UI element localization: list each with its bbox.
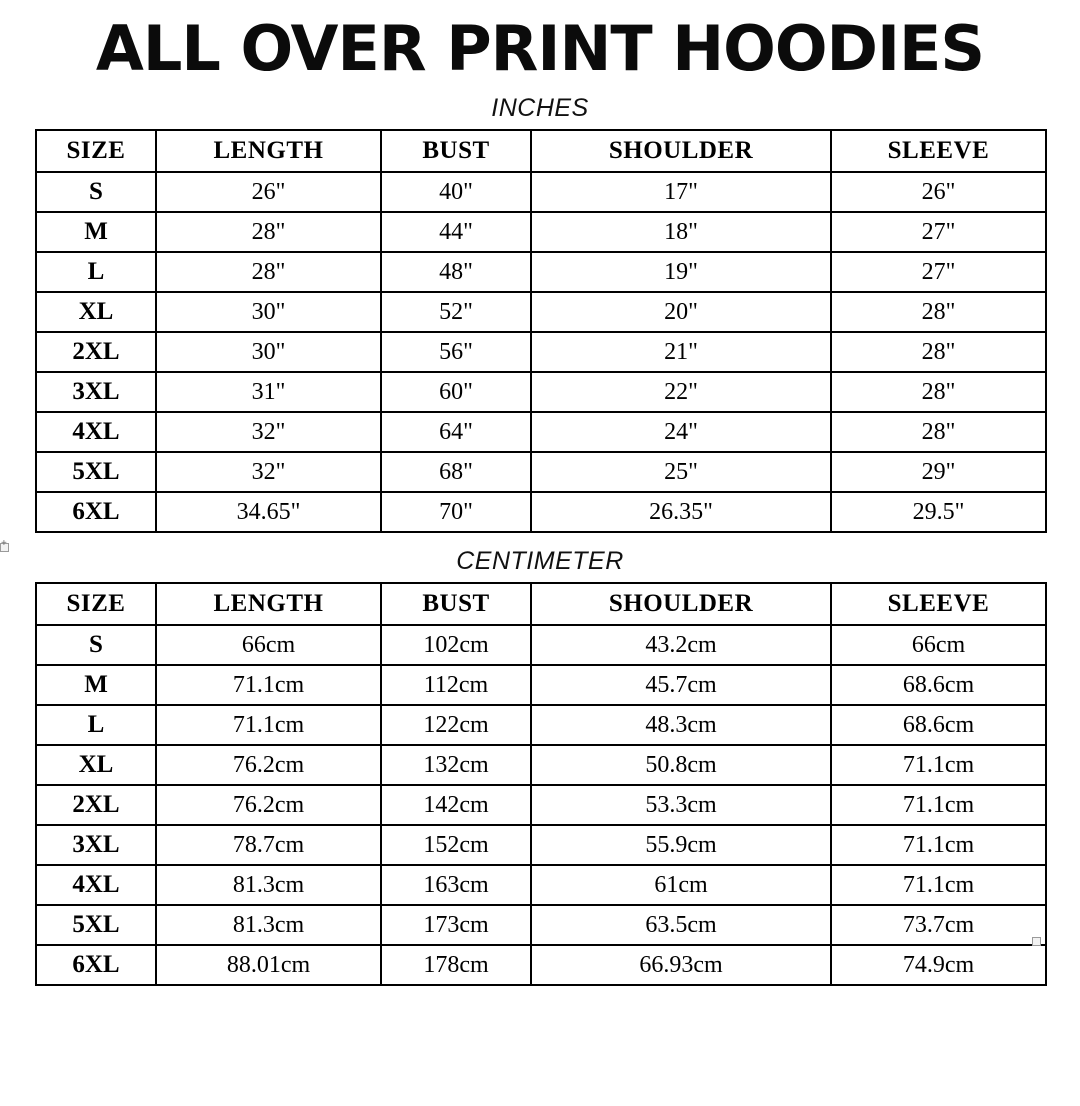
cell-bust: 178cm: [381, 945, 531, 985]
cell-length: 66cm: [156, 625, 381, 665]
cell-length: 26": [156, 172, 381, 212]
cell-bust: 142cm: [381, 785, 531, 825]
column-header-sleeve: SLEEVE: [831, 130, 1046, 172]
cell-sleeve: 71.1cm: [831, 785, 1046, 825]
cell-length: 78.7cm: [156, 825, 381, 865]
cell-sleeve: 29.5": [831, 492, 1046, 532]
table-row: [36, 252, 1046, 292]
table-row: [36, 292, 1046, 332]
cell-bust: 56": [381, 332, 531, 372]
unit-label-inches: INCHES: [491, 94, 589, 122]
cell-shoulder: 20": [531, 292, 831, 332]
cell-length: 32": [156, 412, 381, 452]
cell-length: 71.1cm: [156, 665, 381, 705]
table-row: [36, 172, 1046, 212]
cell-shoulder: 61cm: [531, 865, 831, 905]
column-header-sleeve: SLEEVE: [831, 583, 1046, 625]
size-table-centimeter: [35, 582, 1047, 986]
cell-sleeve: 68.6cm: [831, 705, 1046, 745]
cell-size: XL: [36, 292, 156, 332]
cell-shoulder: 48.3cm: [531, 705, 831, 745]
cell-size: 5XL: [36, 905, 156, 945]
cell-sleeve: 73.7cm: [831, 905, 1046, 945]
column-header-shoulder: SHOULDER: [531, 583, 831, 625]
column-header-length: LENGTH: [156, 130, 381, 172]
cell-bust: 48": [381, 252, 531, 292]
cell-size: L: [36, 252, 156, 292]
cell-shoulder: 18": [531, 212, 831, 252]
cell-bust: 70": [381, 492, 531, 532]
cell-shoulder: 24": [531, 412, 831, 452]
cell-shoulder: 50.8cm: [531, 745, 831, 785]
cell-bust: 68": [381, 452, 531, 492]
cell-length: 30": [156, 292, 381, 332]
cell-bust: 132cm: [381, 745, 531, 785]
cell-size: 2XL: [36, 332, 156, 372]
cell-bust: 64": [381, 412, 531, 452]
cell-bust: 163cm: [381, 865, 531, 905]
cell-sleeve: 71.1cm: [831, 865, 1046, 905]
inches-table-wrap: [35, 129, 1045, 533]
cell-bust: 40": [381, 172, 531, 212]
cell-sleeve: 28": [831, 292, 1046, 332]
cell-sleeve: 28": [831, 332, 1046, 372]
table-row: [36, 452, 1046, 492]
cell-shoulder: 63.5cm: [531, 905, 831, 945]
cell-shoulder: 22": [531, 372, 831, 412]
cell-shoulder: 19": [531, 252, 831, 292]
cell-length: 76.2cm: [156, 785, 381, 825]
centimeter-table-wrap: [35, 582, 1045, 986]
table-row: [36, 412, 1046, 452]
table-row: [36, 492, 1046, 532]
column-header-bust: BUST: [381, 583, 531, 625]
table-row: [36, 705, 1046, 745]
cell-shoulder: 25": [531, 452, 831, 492]
cell-length: 71.1cm: [156, 705, 381, 745]
cell-shoulder: 66.93cm: [531, 945, 831, 985]
cell-length: 81.3cm: [156, 905, 381, 945]
cell-size: 3XL: [36, 825, 156, 865]
column-header-size: SIZE: [36, 583, 156, 625]
cell-shoulder: 45.7cm: [531, 665, 831, 705]
cell-length: 31": [156, 372, 381, 412]
cell-shoulder: 43.2cm: [531, 625, 831, 665]
cell-sleeve: 27": [831, 212, 1046, 252]
table-row: [36, 665, 1046, 705]
cell-sleeve: 26": [831, 172, 1046, 212]
cell-size: 5XL: [36, 452, 156, 492]
cell-size: 6XL: [36, 492, 156, 532]
size-table-inches: [35, 129, 1047, 533]
cell-bust: 44": [381, 212, 531, 252]
cell-size: 4XL: [36, 412, 156, 452]
cell-size: S: [36, 172, 156, 212]
table-row: [36, 825, 1046, 865]
cell-sleeve: 28": [831, 372, 1046, 412]
cell-size: S: [36, 625, 156, 665]
table-row: [36, 945, 1046, 985]
cell-bust: 112cm: [381, 665, 531, 705]
cell-shoulder: 53.3cm: [531, 785, 831, 825]
cell-sleeve: 66cm: [831, 625, 1046, 665]
cell-bust: 152cm: [381, 825, 531, 865]
cell-shoulder: 17": [531, 172, 831, 212]
cell-sleeve: 29": [831, 452, 1046, 492]
table-row: [36, 745, 1046, 785]
cell-length: 88.01cm: [156, 945, 381, 985]
cell-sleeve: 27": [831, 252, 1046, 292]
cell-sleeve: 74.9cm: [831, 945, 1046, 985]
table-row: [36, 372, 1046, 412]
cell-sleeve: 68.6cm: [831, 665, 1046, 705]
cell-sleeve: 28": [831, 412, 1046, 452]
cell-bust: 102cm: [381, 625, 531, 665]
cell-size: M: [36, 665, 156, 705]
cell-size: XL: [36, 745, 156, 785]
cell-shoulder: 26.35": [531, 492, 831, 532]
cell-length: 32": [156, 452, 381, 492]
cell-size: 4XL: [36, 865, 156, 905]
table-row: [36, 332, 1046, 372]
cell-length: 28": [156, 252, 381, 292]
table-row: [36, 212, 1046, 252]
table-header-row: [36, 583, 1046, 625]
cell-shoulder: 21": [531, 332, 831, 372]
unit-label-centimeter: CENTIMETER: [456, 547, 624, 575]
table-move-handle[interactable]: [0, 543, 9, 552]
table-row: [36, 865, 1046, 905]
cell-length: 76.2cm: [156, 745, 381, 785]
cell-sleeve: 71.1cm: [831, 825, 1046, 865]
cell-bust: 52": [381, 292, 531, 332]
cell-size: 2XL: [36, 785, 156, 825]
cell-length: 28": [156, 212, 381, 252]
table-row: [36, 625, 1046, 665]
page-title: ALL OVER PRINT HOODIES: [95, 12, 985, 85]
column-header-length: LENGTH: [156, 583, 381, 625]
column-header-bust: BUST: [381, 130, 531, 172]
column-header-shoulder: SHOULDER: [531, 130, 831, 172]
table-row: [36, 905, 1046, 945]
cell-size: L: [36, 705, 156, 745]
cell-bust: 60": [381, 372, 531, 412]
table-resize-handle[interactable]: [1032, 937, 1041, 946]
table-header-row: [36, 130, 1046, 172]
cell-sleeve: 71.1cm: [831, 745, 1046, 785]
cell-length: 81.3cm: [156, 865, 381, 905]
column-header-size: SIZE: [36, 130, 156, 172]
cell-length: 34.65": [156, 492, 381, 532]
cell-bust: 122cm: [381, 705, 531, 745]
cell-length: 30": [156, 332, 381, 372]
bottom-whitespace: [0, 986, 1080, 1106]
cell-size: 6XL: [36, 945, 156, 985]
cell-size: 3XL: [36, 372, 156, 412]
cell-shoulder: 55.9cm: [531, 825, 831, 865]
cell-bust: 173cm: [381, 905, 531, 945]
table-row: [36, 785, 1046, 825]
cell-size: M: [36, 212, 156, 252]
